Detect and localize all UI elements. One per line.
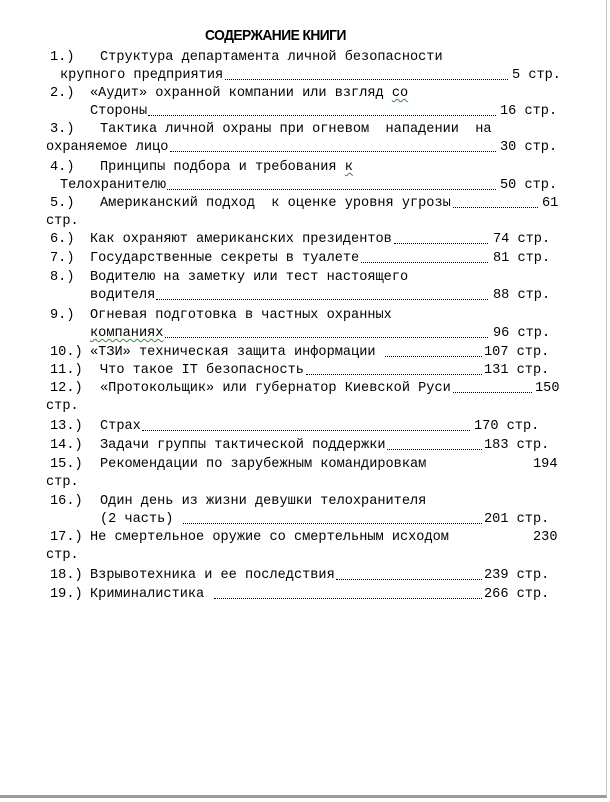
entry-page: 131 стр. (484, 363, 550, 378)
entry-page-unit: стр. (46, 548, 79, 563)
entry-page: 201 стр. (484, 512, 550, 527)
entry-title: Не смертельное оружие со смертельным исходом (90, 530, 449, 545)
entry-number: 7.) (50, 251, 75, 266)
entry-page: 266 стр. (484, 587, 550, 602)
spellcheck-squiggle: со (391, 86, 409, 101)
entry-number: 19.) (50, 587, 83, 602)
entry-page: 150 (535, 381, 560, 396)
entry-page: 107 стр. (484, 345, 550, 360)
entry-page: 5 стр. (512, 68, 561, 83)
entry-page: 194 (533, 457, 558, 472)
entry-title: Как охраняют американских президентов (90, 232, 392, 247)
entry-title: Рекомендации по зарубежным командировкам (100, 457, 435, 472)
entry-page: 81 стр. (493, 251, 551, 266)
entry-title: Структура департамента личной безопасности (100, 50, 443, 65)
leader-dots (306, 362, 483, 375)
entry-number: 1.) (50, 50, 75, 65)
leader-dots (170, 139, 496, 152)
entry-title-cont: водителя (90, 288, 156, 303)
entry-title: Принципы подбора и требования к (100, 160, 353, 175)
entry-page: 183 стр. (484, 438, 550, 453)
entry-page: 88 стр. (493, 288, 551, 303)
entry-title-cont (90, 325, 163, 343)
entry-number: 5.) (50, 196, 75, 211)
entry-title: «Аудит» охранной компании или взгляд со (90, 86, 409, 101)
leader-dots (183, 511, 482, 524)
entry-title: «Протокольщик» или губернатор Киевской Руси (100, 381, 451, 396)
entry-number: 15.) (50, 457, 83, 472)
leader-dots (148, 103, 496, 116)
entry-title-cont: Телохранителю (60, 178, 167, 193)
leader-dots (165, 325, 488, 338)
leader-dots (394, 231, 488, 244)
entry-number: 14.) (50, 438, 83, 453)
entry-title-cont: (2 часть) (100, 512, 182, 527)
entry-page: 170 стр. (474, 419, 540, 434)
leader-dots (453, 380, 532, 393)
entry-title: Криминалистика (90, 587, 213, 602)
entry-page: 61 (542, 196, 559, 211)
entry-page: 96 стр. (493, 326, 551, 341)
entry-title-cont: Стороны (90, 104, 148, 119)
document-title: СОДЕРЖАНИЕ КНИГИ (205, 27, 346, 44)
entry-number: 17.) (50, 530, 83, 545)
entry-title: Страх (100, 419, 141, 434)
leader-dots (142, 418, 470, 431)
entry-page-unit: стр. (46, 399, 79, 414)
entry-title-cont: охраняемое лицо (46, 140, 169, 155)
entry-title: Огневая подготовка в частных охранных (90, 308, 392, 323)
entry-page: 239 стр. (484, 568, 550, 583)
entry-number: 4.) (50, 160, 75, 175)
entry-number: 13.) (50, 419, 83, 434)
entry-page: 50 стр. (500, 178, 558, 193)
entry-number: 6.) (50, 232, 75, 247)
entry-number: 8.) (50, 270, 75, 285)
entry-page-unit: стр. (46, 475, 79, 490)
entry-page: 16 стр. (500, 104, 558, 119)
leader-dots (361, 250, 488, 263)
entry-title: «ТЗИ» техническая защита информации (90, 345, 384, 360)
leader-dots (156, 287, 488, 300)
entry-title: Водителю на заметку или тест настоящего (90, 270, 409, 285)
entry-title: Американский подход к оценке уровня угрозы (100, 196, 451, 211)
entry-number: 16.) (50, 494, 83, 509)
entry-number: 9.) (50, 308, 75, 323)
entry-number: 2.) (50, 86, 75, 101)
leader-dots (453, 195, 538, 208)
leader-dots (167, 177, 496, 190)
entry-title-cont: крупного предприятия (60, 68, 224, 83)
entry-title: Государственные секреты в туалете (90, 251, 360, 266)
leader-dots (387, 437, 482, 450)
entry-title: Задачи группы тактической поддержки (100, 438, 386, 453)
entry-number: 11.) (50, 363, 83, 378)
spellcheck-squiggle: к (344, 160, 353, 175)
leader-dots (214, 586, 482, 599)
leader-dots (336, 567, 482, 580)
leader-dots (385, 344, 482, 357)
entry-number: 10.) (50, 345, 83, 360)
entry-number: 3.) (50, 122, 75, 137)
spellcheck-squiggle: компаниях (90, 326, 164, 341)
entry-title: Что такое IT безопасность (100, 363, 304, 378)
entry-page: 30 стр. (500, 140, 558, 155)
entry-number: 18.) (50, 568, 83, 583)
entry-number: 12.) (50, 381, 83, 396)
entry-title: Тактика личной охраны при огневом нападении на (100, 122, 492, 137)
entry-page: 230 (533, 530, 558, 545)
leader-dots (225, 67, 508, 80)
entry-page-unit: стр. (46, 214, 79, 229)
entry-page: 74 стр. (493, 232, 551, 247)
entry-title: Один день из жизни девушки телохранителя (100, 494, 427, 509)
entry-title: Взрывотехника и ее последствия (90, 568, 335, 583)
